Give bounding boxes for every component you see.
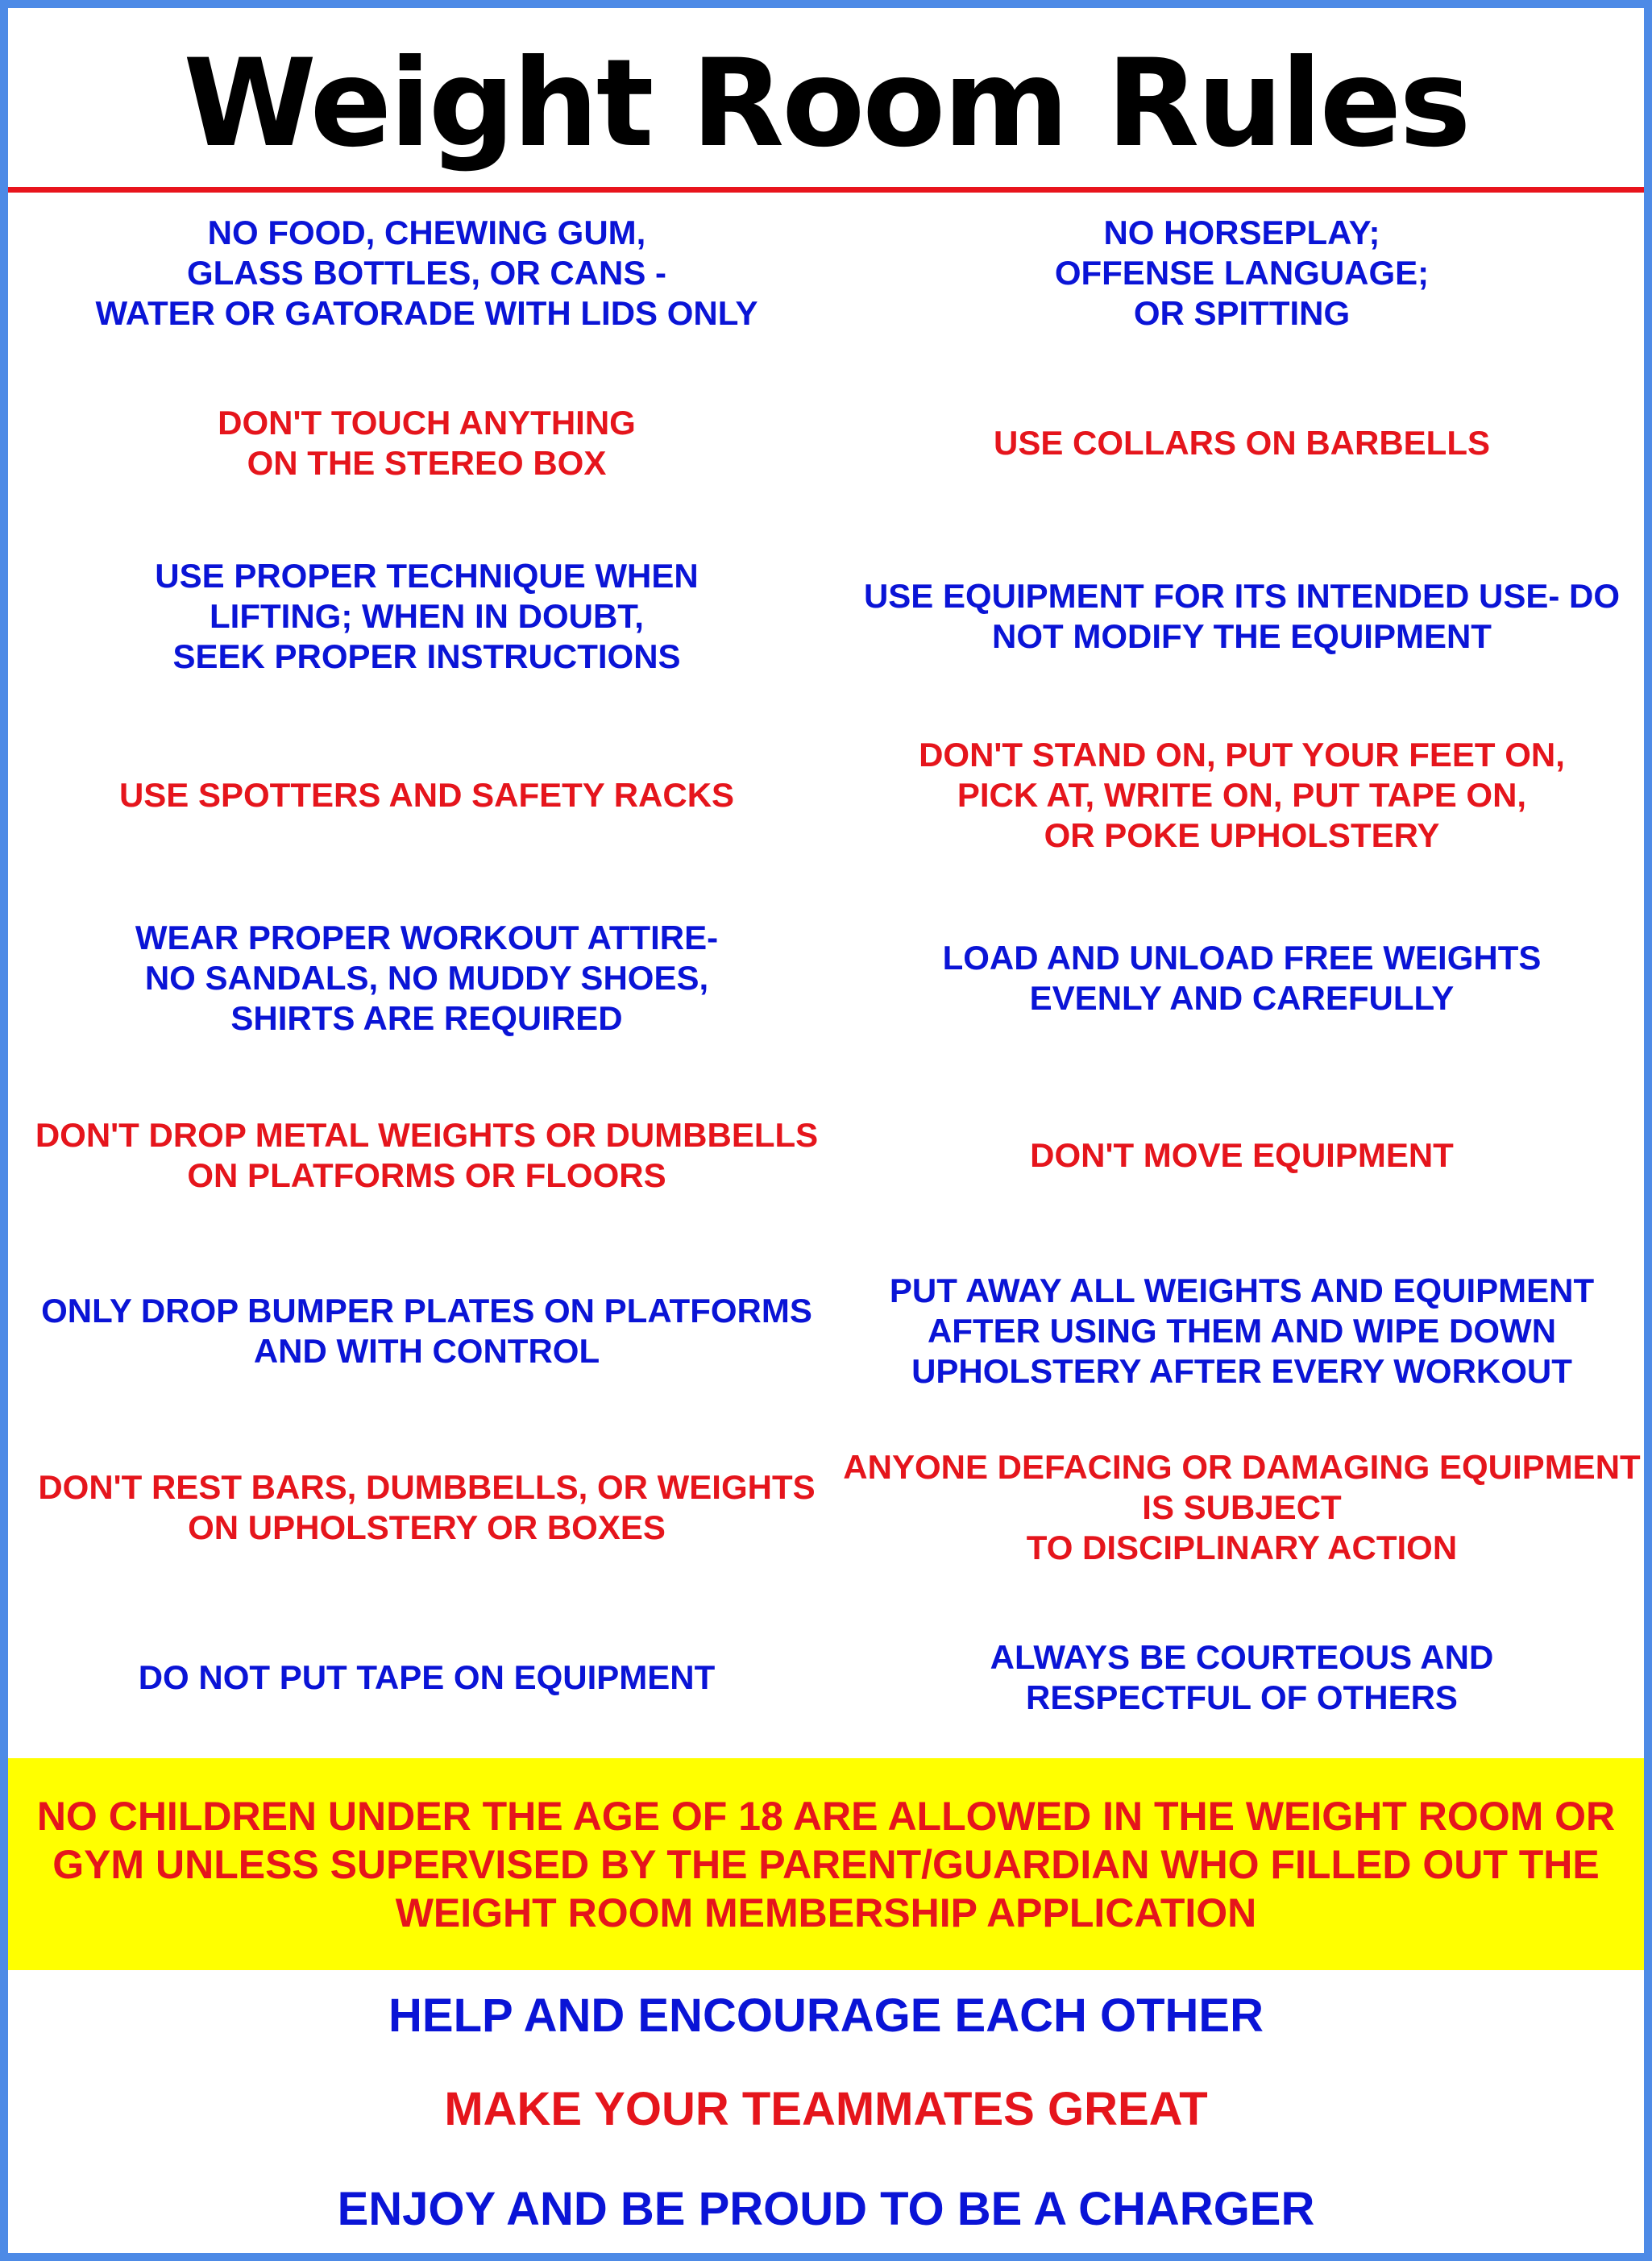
rule-row bbox=[8, 533, 1644, 699]
rule-row bbox=[8, 891, 1644, 1065]
rule-stereo-box: DON'T TOUCH ANYTHING ON THE STEREO BOX bbox=[218, 404, 636, 482]
title-divider bbox=[8, 187, 1644, 193]
rule-defacing: ANYONE DEFACING OR DAMAGING EQUIPMENT IS SUBJECT TO DISCIPLINARY ACTION bbox=[843, 1448, 1641, 1566]
rule-no-food: NO FOOD, CHEWING GUM, GLASS BOTTLES, OR CANS - WATER OR GATORADE WITH LIDS ONLY bbox=[95, 214, 758, 332]
rule-put-away: PUT AWAY ALL WEIGHTS AND EQUIPMENT AFTER USING THEM AND WIPE DOWN UPHOLSTERY AFTER EVERY WORKOUT bbox=[889, 1272, 1595, 1390]
rule-proper-technique: USE PROPER TECHNIQUE WHEN LIFTING; WHEN IN DOUBT, SEEK PROPER INSTRUCTIONS bbox=[155, 556, 699, 675]
footer-line: ENJOY AND BE PROUD TO BE A CHARGER bbox=[337, 2183, 1315, 2235]
rule-collars: USE COLLARS ON BARBELLS bbox=[993, 424, 1490, 462]
age-restriction-notice: NO CHILDREN UNDER THE AGE OF 18 ARE ALLOWED IN THE WEIGHT ROOM OR GYM UNLESS SUPERVISED BY THE PARENT/GUARDIAN WHO FILLED OUT THE WEIGHT ROOM MEMBERSHIP APPLICATION bbox=[8, 1758, 1644, 1970]
rule-dont-move-equipment: DON'T MOVE EQUIPMENT bbox=[1030, 1136, 1454, 1174]
rule-row bbox=[8, 193, 1644, 354]
rule-row bbox=[8, 354, 1644, 533]
rule-row bbox=[8, 699, 1644, 891]
rule-spotters: USE SPOTTERS AND SAFETY RACKS bbox=[118, 776, 735, 814]
rule-upholstery-care: DON'T STAND ON, PUT YOUR FEET ON, PICK AT, WRITE ON, PUT TAPE ON, OR POKE UPHOLSTERY bbox=[919, 736, 1565, 854]
rule-row bbox=[8, 1417, 1644, 1599]
rule-load-weights: LOAD AND UNLOAD FREE WEIGHTS EVENLY AND CAREFULLY bbox=[942, 939, 1542, 1017]
rule-intended-use: USE EQUIPMENT FOR ITS INTENDED USE- DO NOT MODIFY THE EQUIPMENT bbox=[863, 576, 1621, 655]
footer-line: MAKE YOUR TEAMMATES GREAT bbox=[444, 2083, 1208, 2135]
rule-no-tape: DO NOT PUT TAPE ON EQUIPMENT bbox=[138, 1658, 716, 1696]
page-title: Weight Room Rules bbox=[183, 34, 1469, 174]
footer-line: HELP AND ENCOURAGE EACH OTHER bbox=[388, 1989, 1264, 2042]
rule-no-horseplay: NO HORSEPLAY; OFFENSE LANGUAGE; OR SPITTING bbox=[1054, 214, 1430, 332]
rule-dont-drop-metal: DON'T DROP METAL WEIGHTS OR DUMBBELLS ON PLATFORMS OR FLOORS bbox=[35, 1116, 819, 1194]
rule-row bbox=[8, 1599, 1644, 1757]
rule-row bbox=[8, 1246, 1644, 1417]
rule-courteous: ALWAYS BE COURTEOUS AND RESPECTFUL OF OTHERS bbox=[990, 1638, 1494, 1716]
rule-workout-attire: WEAR PROPER WORKOUT ATTIRE- NO SANDALS, NO MUDDY SHOES, SHIRTS ARE REQUIRED bbox=[135, 919, 719, 1037]
rule-row bbox=[8, 1065, 1644, 1246]
rule-bumper-plates: ONLY DROP BUMPER PLATES ON PLATFORMS AND WITH CONTROL bbox=[41, 1292, 812, 1370]
rule-dont-rest-bars: DON'T REST BARS, DUMBBELLS, OR WEIGHTS ON UPHOLSTERY OR BOXES bbox=[38, 1468, 816, 1546]
